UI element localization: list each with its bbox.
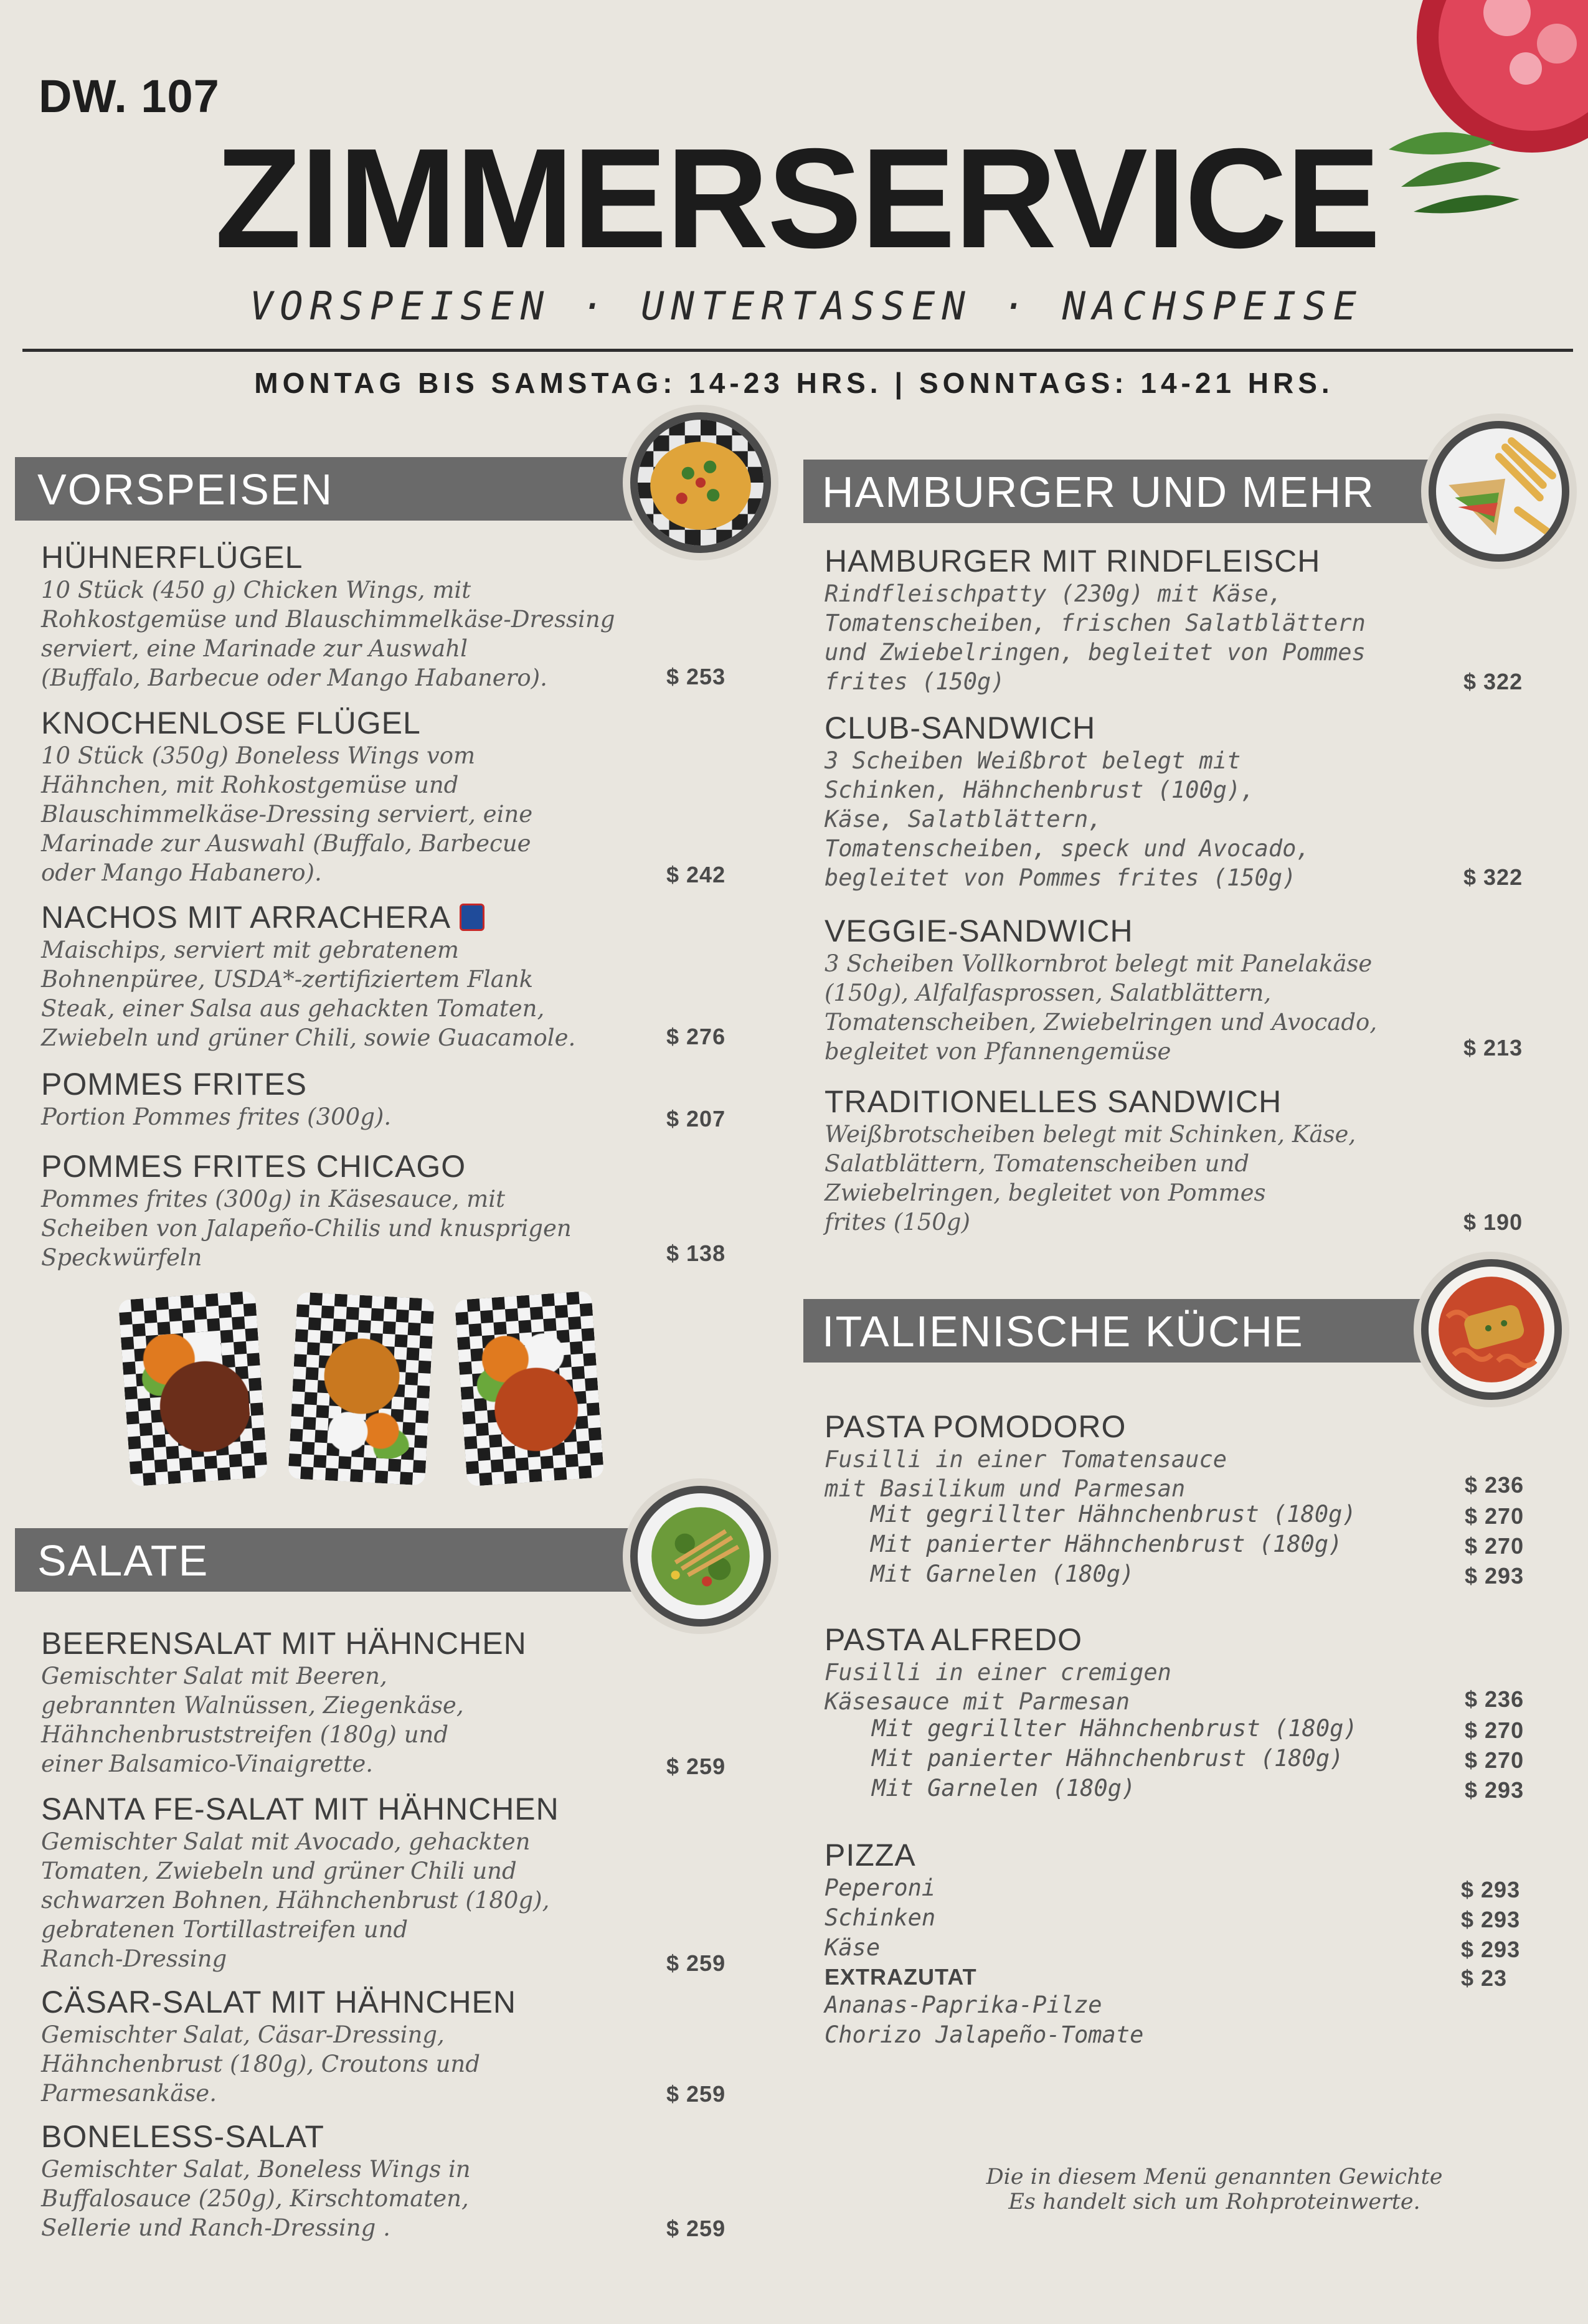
menu-item-pizza <box>825 1837 1541 2050</box>
section-banner-hamburger <box>803 460 1463 523</box>
item-description: Fusilli in einer Tomatensauce mit Basilikum und Parmesan <box>825 1446 1227 1502</box>
option-label: Mit gegrillter Hähnchenbrust (180g) <box>872 1715 1358 1742</box>
item-name: SANTA FE-SALAT MIT HÄHNCHEN <box>41 1792 559 1826</box>
item-description: Pommes frites (300g) in Käsesauce, mit Scheiben von Jalapeño-Chilis und knusprigen Speckwürfeln <box>41 1186 572 1271</box>
usda-select-badge-icon <box>460 904 484 931</box>
option-price: $ 293 <box>1461 1877 1521 1902</box>
option-label: Käse <box>825 1934 881 1961</box>
menu-item <box>41 1984 739 2108</box>
item-price: $ 138 <box>666 1240 726 1266</box>
option-price: $ 293 <box>1461 1907 1521 1932</box>
item-description: Gemischter Salat, Boneless Wings in Buffalosauce (250g), Kirschtomaten, Sellerie und Ranch-Dressing . <box>41 2156 471 2241</box>
section-title: VORSPEISEN <box>37 465 334 514</box>
item-description: Portion Pommes frites (300g). <box>41 1103 392 1130</box>
extra-option: Ananas-Paprika-Pilze <box>825 1991 1102 2018</box>
extra-option: Chorizo Jalapeño-Tomate <box>825 2021 1144 2048</box>
option-label: Mit gegrillter Hähnchenbrust (180g) <box>871 1501 1356 1528</box>
item-name: VEGGIE-SANDWICH <box>825 914 1133 948</box>
page-title: ZIMMERSERVICE <box>214 120 1380 278</box>
item-name: PASTA ALFREDO <box>825 1622 1083 1657</box>
buffalo-wings-basket-image <box>455 1291 604 1487</box>
section-title: HAMBURGER UND MEHR <box>822 468 1375 516</box>
room-number: DW. 107 <box>39 70 220 122</box>
pasta-plate-image <box>1414 1252 1569 1407</box>
item-name: PIZZA <box>825 1838 916 1873</box>
item-price: $ 322 <box>1463 669 1523 694</box>
item-name: POMMES FRITES <box>41 1067 307 1102</box>
item-price: $ 276 <box>666 1024 726 1049</box>
item-name: KNOCHENLOSE FLÜGEL <box>41 706 421 740</box>
wings-basket-image <box>118 1291 268 1487</box>
section-banner-salate <box>15 1528 663 1592</box>
option-price: $ 270 <box>1465 1717 1524 1743</box>
item-description: Weißbrotscheiben belegt mit Schinken, Käse, Salatblättern, Tomatenscheiben und Zwiebelringen, begleitet von Pommes frites (150g) <box>825 1121 1356 1235</box>
menu-item <box>825 1622 1541 1716</box>
item-price: $ 259 <box>666 1950 726 1976</box>
section-title: SALATE <box>37 1536 209 1585</box>
option-list <box>872 1714 1544 1803</box>
option-label: Mit panierter Hähnchenbrust (180g) <box>871 1531 1343 1557</box>
item-name: BONELESS-SALAT <box>41 2119 324 2154</box>
weight-footnote: Die in diesem Menü genannten Gewichte Es handelt sich um Rohproteinwerte. <box>986 2165 1443 2214</box>
item-description: Gemischter Salat mit Beeren, gebrannten Walnüssen, Ziegenkäse, Hähnchenbruststreifen (180g) und einer Balsamico-Vinaigrette. <box>41 1663 464 1777</box>
boneless-wings-basket-image <box>288 1292 434 1485</box>
item-price: $ 242 <box>666 862 726 887</box>
option-list <box>871 1500 1543 1589</box>
extra-price: $ 23 <box>1461 1965 1508 1991</box>
menu-item <box>41 539 739 692</box>
page-subtitle: VORSPEISEN · UNTERTASSEN · NACHSPEISE <box>249 283 1364 329</box>
menu-item <box>41 1148 739 1272</box>
section-banner-vorspeisen <box>15 457 663 521</box>
item-name: TRADITIONELLES SANDWICH <box>825 1084 1282 1119</box>
menu-item <box>41 1791 739 1976</box>
cocktail-garnish-image <box>1376 0 1588 218</box>
item-price: $ 259 <box>666 2081 726 2107</box>
menu-item <box>41 1066 739 1131</box>
option-label: Peperoni <box>825 1874 936 1901</box>
option-label: Mit Garnelen (180g) <box>871 1561 1135 1587</box>
option-price: $ 270 <box>1465 1533 1524 1559</box>
menu-item <box>825 913 1541 1066</box>
option-price: $ 293 <box>1461 1937 1521 1962</box>
menu-item <box>41 705 739 887</box>
salad-plate-image <box>623 1478 778 1634</box>
menu-item <box>41 1625 739 1778</box>
item-price: $ 259 <box>666 2216 726 2241</box>
option-label: Mit panierter Hähnchenbrust (180g) <box>872 1745 1344 1772</box>
menu-item <box>825 543 1541 696</box>
item-price: $ 213 <box>1463 1035 1523 1060</box>
item-price: $ 259 <box>666 1754 726 1779</box>
item-name: POMMES FRITES CHICAGO <box>41 1149 466 1184</box>
menu-item <box>825 1409 1541 1503</box>
item-name: HAMBURGER MIT RINDFLEISCH <box>825 544 1321 579</box>
item-name: PASTA POMODORO <box>825 1409 1127 1444</box>
item-description: 3 Scheiben Vollkornbrot belegt mit Panelakäse (150g), Alfalfasprossen, Salatblättern, Tomatenscheiben, Zwiebelringen und Avocado, begleitet von Pfannengemüse <box>825 950 1378 1065</box>
nachos-plate-image <box>623 405 778 560</box>
menu-item <box>41 899 739 1052</box>
item-description: Rindfleischpatty (230g) mit Käse, Tomatenscheiben, frischen Salatblättern und Zwiebelringen, begleitet von Pommes frites (150g) <box>825 580 1366 695</box>
section-banner-italienisch <box>803 1299 1463 1363</box>
item-description: 10 Stück (350g) Boneless Wings vom Hähnchen, mit Rohkostgemüse und Blauschimmelkäse-Dressing serviert, eine Marinade zur Auswahl (Buffalo, Barbecue oder Mango Habanero). <box>41 742 533 886</box>
item-price: $ 207 <box>666 1106 726 1131</box>
option-label: Mit Garnelen (180g) <box>872 1775 1136 1802</box>
item-description: 10 Stück (450 g) Chicken Wings, mit Rohkostgemüse und Blauschimmelkäse-Dressing serviert, eine Marinade zur Auswahl (Buffalo, Barbecue oder Mango Habanero). <box>41 577 615 691</box>
item-description: Maischips, serviert mit gebratenem Bohnenpüree, USDA*-zertifiziertem Flank Steak, einer Salsa aus gehackten Tomaten, Zwiebeln und grüner Chili, sowie Guacamole. <box>41 937 576 1051</box>
item-name: CÄSAR-SALAT MIT HÄHNCHEN <box>41 1985 517 2019</box>
menu-item <box>825 1084 1541 1237</box>
section-title: ITALIENISCHE KÜCHE <box>822 1307 1304 1356</box>
item-price: $ 190 <box>1463 1209 1523 1235</box>
item-description: Gemischter Salat mit Avocado, gehackten Tomaten, Zwiebeln und grüner Chili und schwarzen Bohnen, Hähnchenbrust (180g), gebratenen Tortillastreifen und Ranch-Dressing <box>41 1828 550 1972</box>
item-price: $ 322 <box>1463 864 1523 890</box>
item-price: $ 253 <box>666 664 726 689</box>
opening-hours: MONTAG BIS SAMSTAG: 14-23 HRS. | SONNTAGS: 14-21 HRS. <box>254 367 1334 399</box>
option-price: $ 293 <box>1465 1777 1524 1803</box>
item-description: 3 Scheiben Weißbrot belegt mit Schinken, Hähnchenbrust (100g), Käse, Salatblättern, Tomatenscheiben, speck und Avocado, begleitet von Pommes frites (150g) <box>825 747 1310 891</box>
option-price: $ 293 <box>1465 1563 1524 1589</box>
item-price: $ 236 <box>1465 1472 1524 1498</box>
header-divider <box>22 349 1573 352</box>
item-name: NACHOS MIT ARRACHERA <box>41 900 451 935</box>
item-name: BEERENSALAT MIT HÄHNCHEN <box>41 1626 527 1661</box>
option-label: Schinken <box>825 1904 936 1931</box>
option-price: $ 270 <box>1465 1747 1524 1773</box>
option-price: $ 270 <box>1465 1503 1524 1529</box>
menu-item <box>41 2119 739 2242</box>
item-price: $ 236 <box>1465 1686 1524 1712</box>
menu-item <box>825 710 1541 892</box>
item-description: Fusilli in einer cremigen Käsesauce mit Parmesan <box>825 1659 1171 1715</box>
item-name: CLUB-SANDWICH <box>825 711 1096 745</box>
extra-label: EXTRAZUTAT <box>825 1964 977 1990</box>
item-name: HÜHNERFLÜGEL <box>41 540 303 575</box>
item-description: Gemischter Salat, Cäsar-Dressing, Hähnchenbrust (180g), Croutons und Parmesankäse. <box>41 2021 480 2107</box>
